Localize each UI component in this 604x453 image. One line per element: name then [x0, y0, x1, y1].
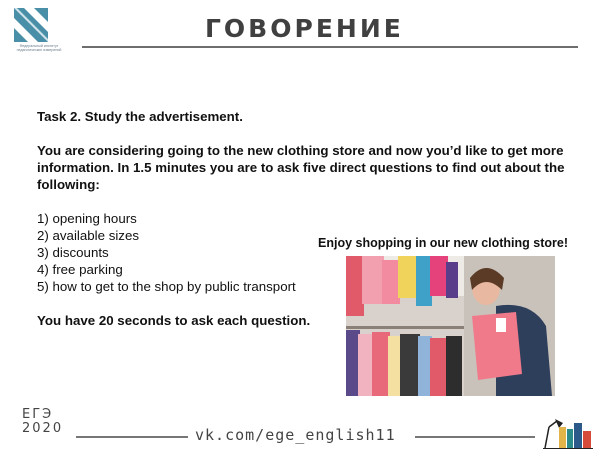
- footer-ege-label: [22, 408, 63, 436]
- advertisement-caption: Enjoy shopping in our new clothing store!: [318, 236, 568, 250]
- list-item: 5) how to get to the shop by public transport: [37, 279, 296, 294]
- header-divider: [82, 46, 578, 48]
- advertisement-photo: [346, 256, 555, 396]
- books-lamp-icon: [541, 417, 593, 449]
- list-item: 1) opening hours: [37, 211, 137, 226]
- list-item: 2) available sizes: [37, 228, 139, 243]
- fipi-logo: [8, 8, 66, 60]
- list-item: 4) free parking: [37, 262, 123, 277]
- fipi-logo-icon: [14, 8, 48, 42]
- footer-ege-year: 2020: [22, 421, 64, 436]
- logo-text: Федеральный институт педагогических измерений: [16, 44, 62, 53]
- footer-divider-left: [76, 436, 188, 438]
- list-item: 3) discounts: [37, 245, 109, 260]
- task-title: Task 2. Study the advertisement.: [37, 109, 243, 124]
- page-title: ГОВОРЕНИЕ: [205, 14, 404, 43]
- task-closing: You have 20 seconds to ask each question.: [37, 313, 311, 328]
- footer-divider-right: [415, 436, 535, 438]
- footer-link[interactable]: vk.com/ege_english11: [195, 426, 396, 444]
- task-instruction: You are considering going to the new clothing store and now you’d like to get more information. In 1.5 minutes you are to ask five direct questions to find out about the following:: [37, 143, 565, 192]
- footer-ege-title: ЕГЭ: [22, 407, 54, 422]
